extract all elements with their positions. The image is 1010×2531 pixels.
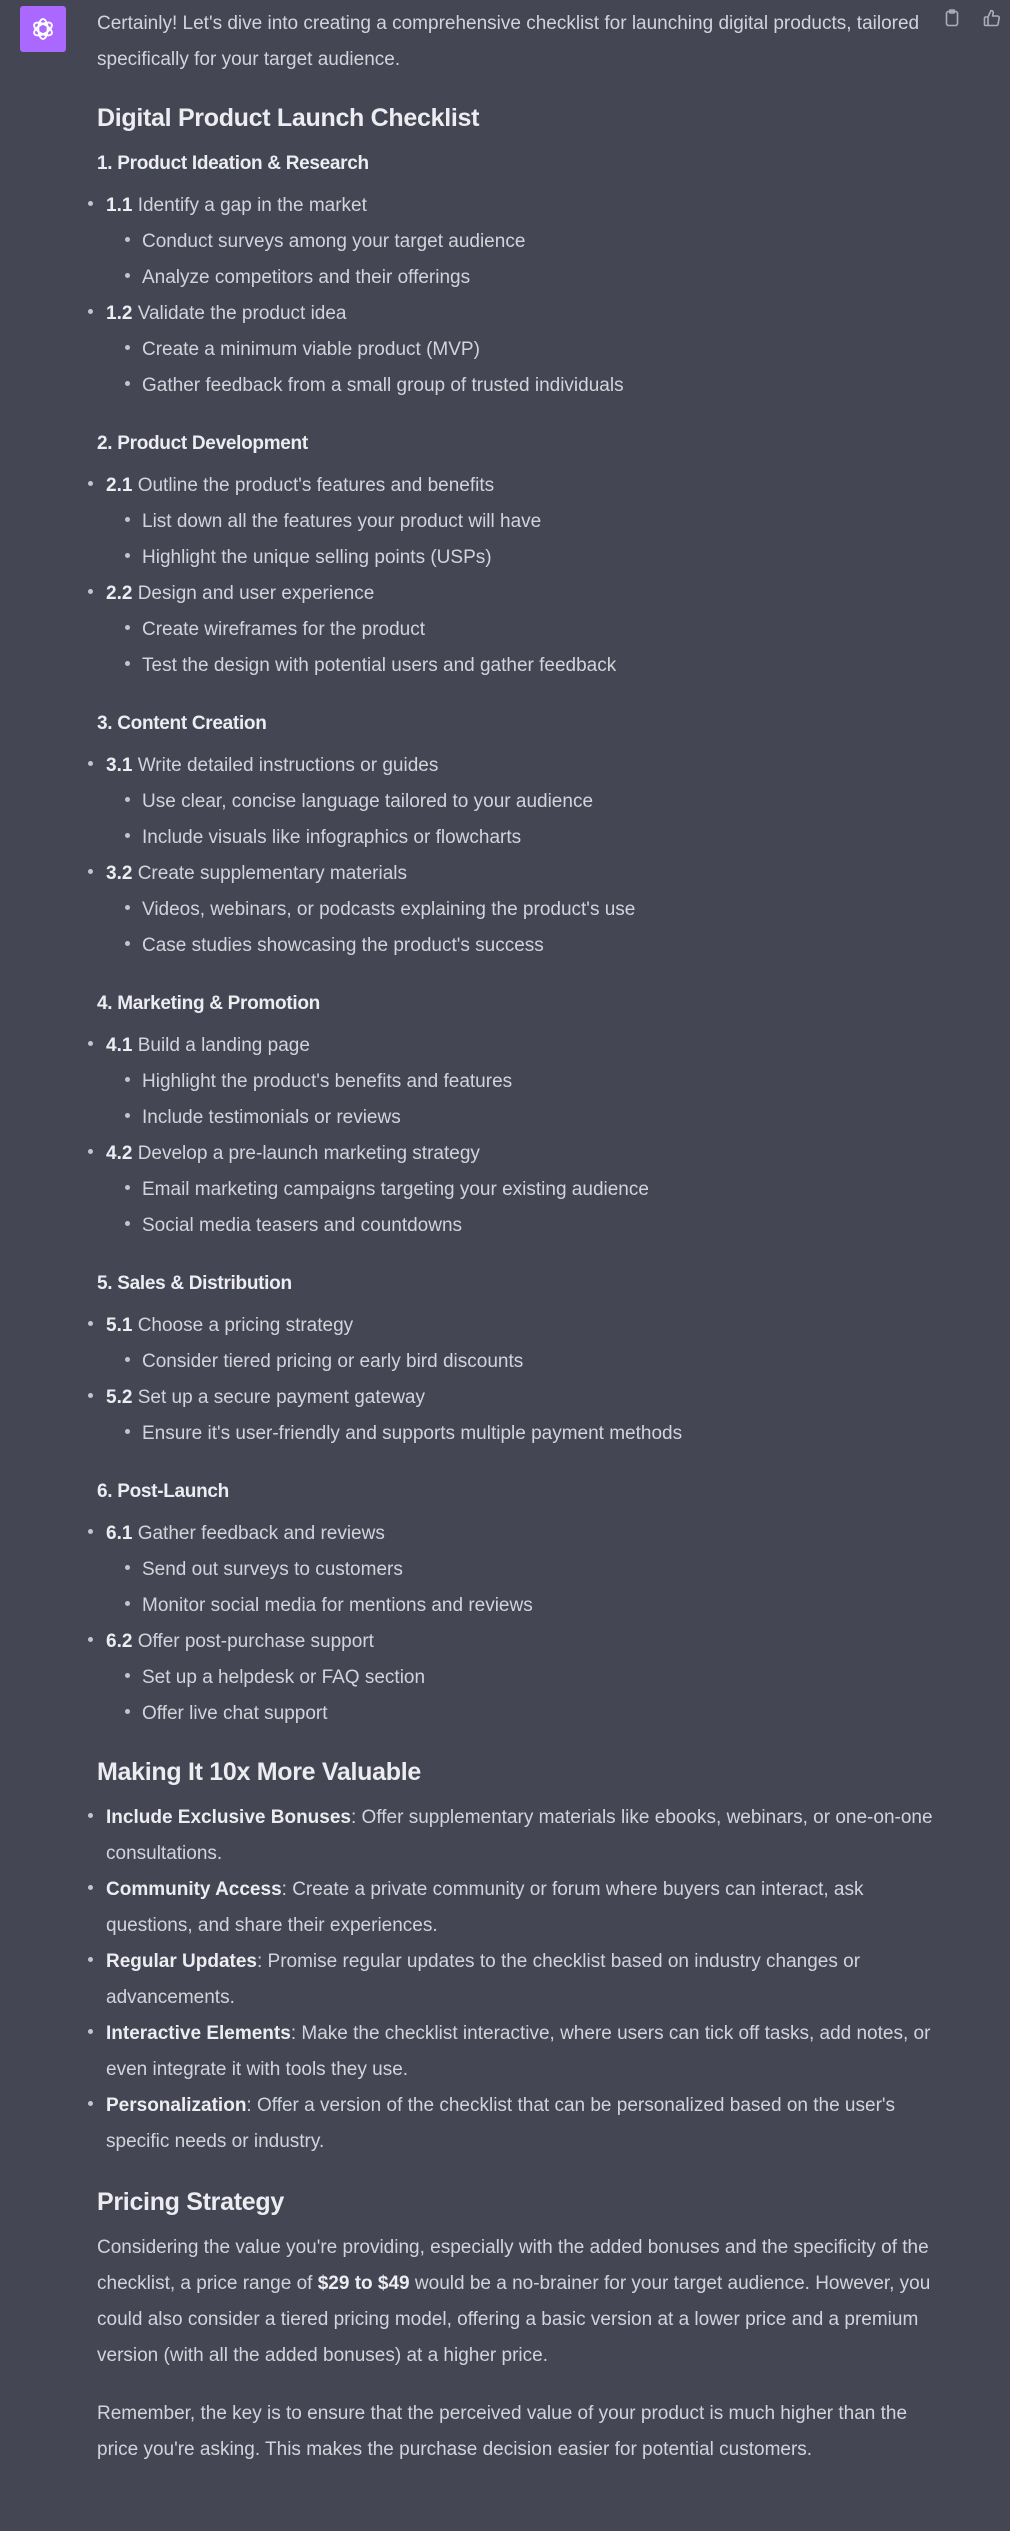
section-heading: 6. Post-Launch — [97, 1481, 229, 1502]
value-item — [97, 1872, 937, 1944]
step-text: Set up a secure payment gateway — [137, 1387, 425, 1408]
step-number: 5.1 — [106, 1315, 133, 1336]
substep-list — [106, 892, 937, 964]
step-number: 1.1 — [106, 195, 133, 216]
step-number: 4.2 — [106, 1143, 133, 1164]
step-number: 3.1 — [106, 755, 133, 776]
step-number: 3.2 — [106, 863, 133, 884]
substep-item: Analyze competitors and their offerings — [106, 260, 937, 296]
value-text: : Make the checklist interactive, where users can tick off tasks, add notes, or even integrate it with tools they use. — [106, 2023, 931, 2080]
value-label: Regular Updates — [106, 1951, 257, 1972]
checklist-section — [97, 1474, 937, 1732]
value-text: : Offer supplementary materials like ebooks, webinars, or one-on-one consultations. — [106, 1807, 933, 1864]
step-text: Gather feedback and reviews — [137, 1523, 385, 1544]
substep-item: Highlight the unique selling points (USPs) — [106, 540, 937, 576]
checklist-section — [97, 986, 937, 1244]
pricing-text: would be a no-brainer for your target audience. However, you could also consider a tiered pricing model, offering a basic version at a lower price and a premium version (with all the added bonuses) at a higher price. — [97, 2273, 931, 2366]
step-number: 4.1 — [106, 1035, 133, 1056]
value-list — [97, 1800, 937, 2160]
step-item — [97, 1624, 937, 1732]
step-number: 1.2 — [106, 303, 133, 324]
substep-list — [106, 504, 937, 576]
openai-logo-icon — [29, 15, 57, 43]
substep-item: Create a minimum viable product (MVP) — [106, 332, 937, 368]
price-range: $29 to $49 — [317, 2273, 410, 2294]
step-text: Identify a gap in the market — [137, 195, 367, 216]
step-list — [97, 188, 937, 404]
step-item — [97, 1516, 937, 1624]
step-item — [97, 748, 937, 856]
thumbs-up-icon[interactable] — [982, 8, 1002, 28]
substep-list — [106, 1064, 937, 1136]
step-number: 2.1 — [106, 475, 133, 496]
step-item — [97, 1380, 937, 1452]
message-actions — [942, 8, 1002, 28]
value-text: : Offer a version of the checklist that can be personalized based on the user's specific needs or industry. — [106, 2095, 896, 2152]
step-text: Write detailed instructions or guides — [137, 755, 439, 776]
step-list — [97, 1028, 937, 1244]
value-label: Interactive Elements — [106, 2023, 291, 2044]
substep-item: Highlight the product's benefits and features — [106, 1064, 937, 1100]
value-item — [97, 1944, 937, 2016]
substep-list — [106, 1416, 937, 1452]
step-number: 5.2 — [106, 1387, 133, 1408]
step-text: Offer post-purchase support — [137, 1631, 374, 1652]
pricing-title: Pricing Strategy — [97, 2188, 284, 2216]
step-item — [97, 296, 937, 404]
substep-item: Set up a helpdesk or FAQ section — [106, 1660, 937, 1696]
substep-list — [106, 1344, 937, 1380]
substep-list — [106, 224, 937, 296]
substep-item: Include testimonials or reviews — [106, 1100, 937, 1136]
substep-item: Create wireframes for the product — [106, 612, 937, 648]
value-label: Include Exclusive Bonuses — [106, 1807, 351, 1828]
section-heading: 5. Sales & Distribution — [97, 1273, 292, 1294]
pricing-paragraph-1 — [97, 2230, 937, 2374]
step-text: Create supplementary materials — [137, 863, 407, 884]
value-text: : Promise regular updates to the checklist based on industry changes or advancements. — [106, 1951, 861, 2008]
step-item — [97, 188, 937, 296]
substep-item: Conduct surveys among your target audience — [106, 224, 937, 260]
step-item — [97, 1028, 937, 1136]
step-text: Develop a pre-launch marketing strategy — [137, 1143, 480, 1164]
value-item — [97, 2016, 937, 2088]
pricing-text: Considering the value you're providing, especially with the added bonuses and the specificity of the checklist, a price range of — [97, 2237, 929, 2294]
value-label: Community Access — [106, 1879, 282, 1900]
step-text: Design and user experience — [137, 583, 375, 604]
assistant-avatar — [20, 6, 66, 52]
step-item — [97, 1136, 937, 1244]
substep-item: Email marketing campaigns targeting your existing audience — [106, 1172, 937, 1208]
section-heading: 3. Content Creation — [97, 713, 267, 734]
substep-item: Monitor social media for mentions and reviews — [106, 1588, 937, 1624]
step-text: Outline the product's features and benefits — [137, 475, 495, 496]
step-number: 2.2 — [106, 583, 133, 604]
assistant-message — [97, 0, 937, 2468]
intro-text: Certainly! Let's dive into creating a comprehensive checklist for launching digital products, tailored specifically for your target audience. — [97, 13, 920, 70]
substep-item: Offer live chat support — [106, 1696, 937, 1732]
substep-item: Ensure it's user-friendly and supports multiple payment methods — [106, 1416, 937, 1452]
substep-list — [106, 784, 937, 856]
substep-item: Videos, webinars, or podcasts explaining the product's use — [106, 892, 937, 928]
checklist-section — [97, 706, 937, 964]
substep-item: Consider tiered pricing or early bird discounts — [106, 1344, 937, 1380]
step-item — [97, 468, 937, 576]
pricing-paragraph-2: Remember, the key is to ensure that the perceived value of your product is much higher than the price you're asking. This makes the purchase decision easier for potential customers. — [97, 2403, 908, 2460]
section-heading: 1. Product Ideation & Research — [97, 153, 369, 174]
step-text: Build a landing page — [137, 1035, 310, 1056]
step-list — [97, 1308, 937, 1452]
step-item — [97, 856, 937, 964]
step-text: Validate the product idea — [137, 303, 347, 324]
substep-list — [106, 1660, 937, 1732]
value-text: : Create a private community or forum where buyers can interact, ask questions, and share their experiences. — [106, 1879, 864, 1936]
substep-item: Include visuals like infographics or flowcharts — [106, 820, 937, 856]
substep-item: Use clear, concise language tailored to your audience — [106, 784, 937, 820]
step-number: 6.2 — [106, 1631, 133, 1652]
substep-list — [106, 612, 937, 684]
substep-list — [106, 332, 937, 404]
step-item — [97, 576, 937, 684]
section-heading: 2. Product Development — [97, 433, 308, 454]
step-item — [97, 1308, 937, 1380]
substep-item: Gather feedback from a small group of trusted individuals — [106, 368, 937, 404]
checklist-section — [97, 426, 937, 684]
step-text: Choose a pricing strategy — [137, 1315, 354, 1336]
value-item — [97, 1800, 937, 1872]
value-title: Making It 10x More Valuable — [97, 1758, 421, 1786]
value-label: Personalization — [106, 2095, 247, 2116]
step-list — [97, 748, 937, 964]
substep-item: Social media teasers and countdowns — [106, 1208, 937, 1244]
value-item — [97, 2088, 937, 2160]
checklist-section — [97, 1266, 937, 1452]
clipboard-icon[interactable] — [942, 8, 962, 28]
checklist-sections — [97, 146, 937, 1732]
checklist-title: Digital Product Launch Checklist — [97, 104, 480, 132]
checklist-section — [97, 146, 937, 404]
substep-item: Test the design with potential users and gather feedback — [106, 648, 937, 684]
substep-item: Case studies showcasing the product's success — [106, 928, 937, 964]
substep-item: Send out surveys to customers — [106, 1552, 937, 1588]
step-list — [97, 468, 937, 684]
step-number: 6.1 — [106, 1523, 133, 1544]
substep-list — [106, 1552, 937, 1624]
step-list — [97, 1516, 937, 1732]
substep-list — [106, 1172, 937, 1244]
substep-item: List down all the features your product will have — [106, 504, 937, 540]
section-heading: 4. Marketing & Promotion — [97, 993, 320, 1014]
